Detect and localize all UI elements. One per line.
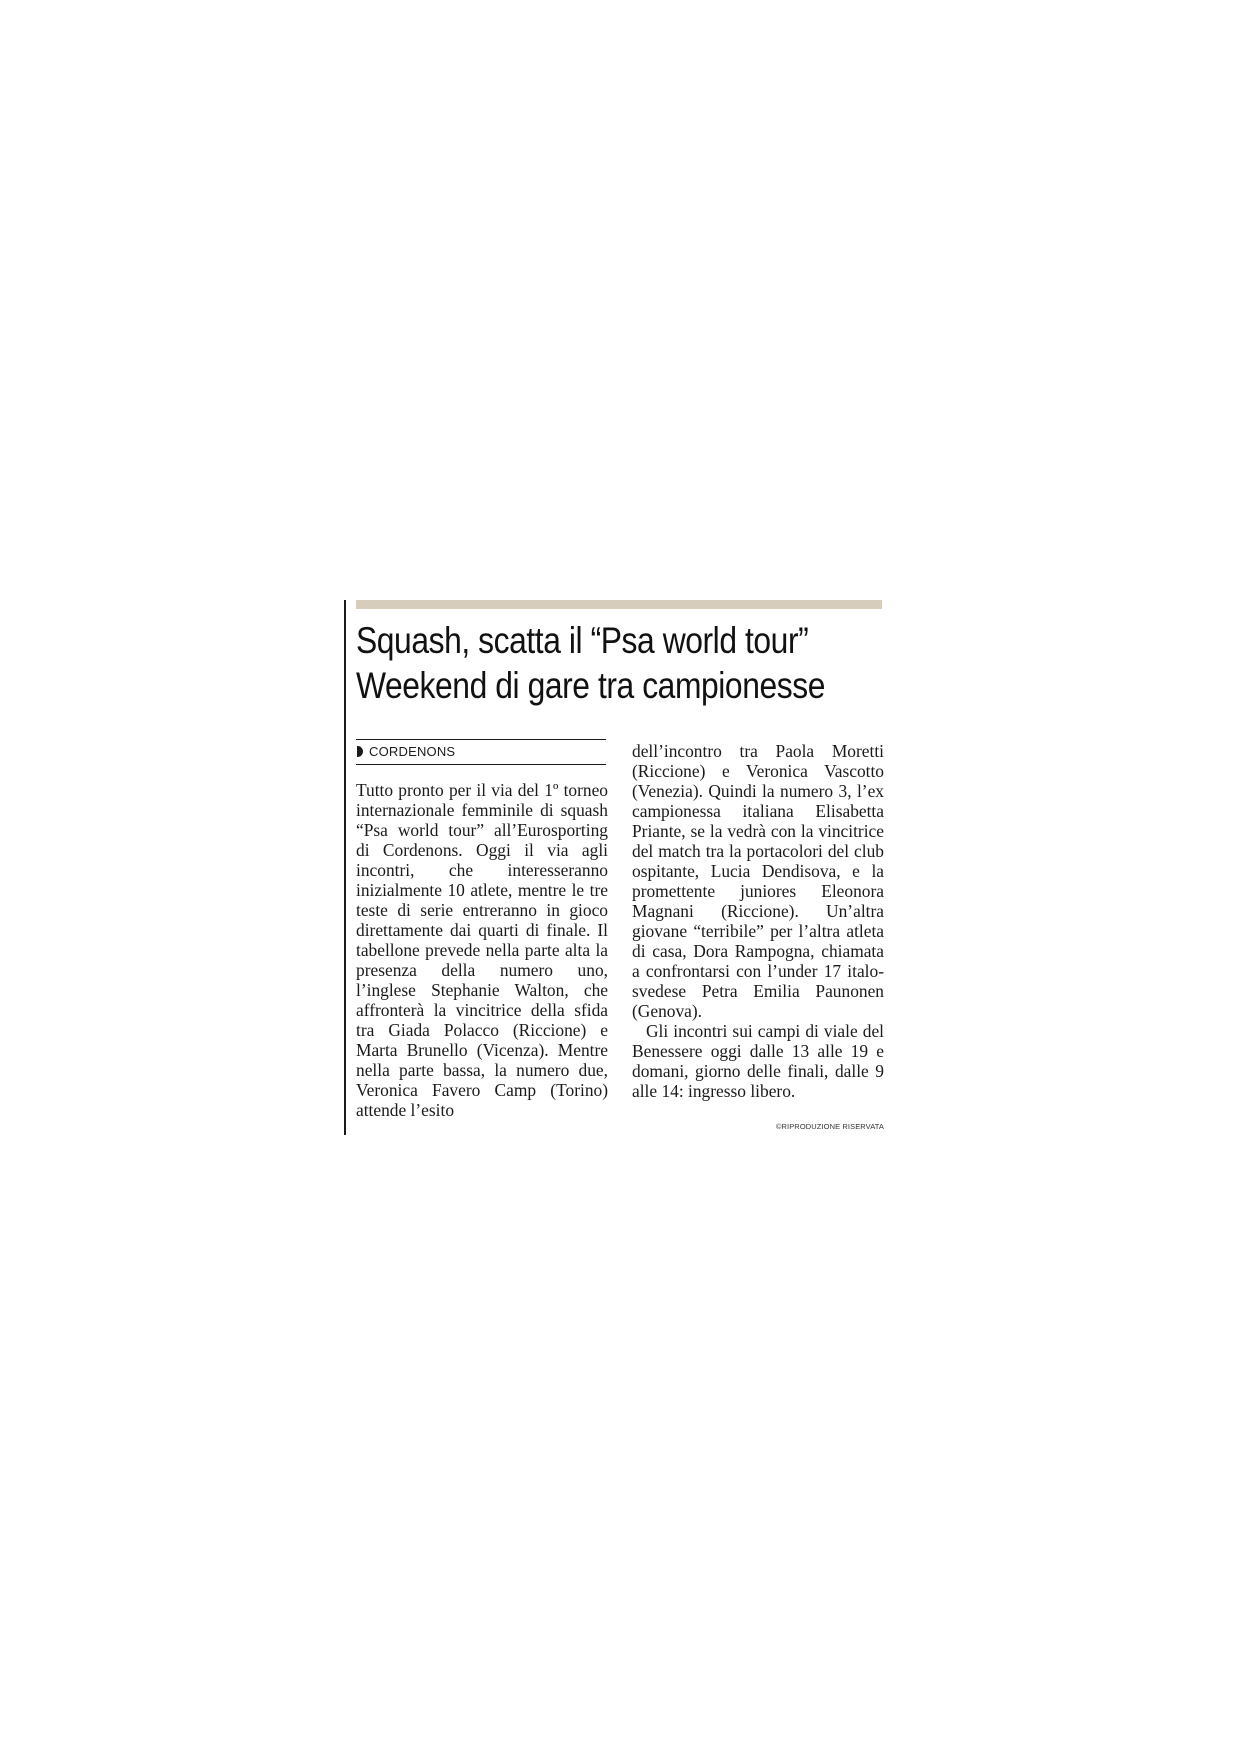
- dateline-marker-icon: [357, 746, 363, 757]
- article-clipping: [344, 600, 884, 1135]
- dateline-text: CORDENONS: [369, 744, 456, 759]
- dateline: [356, 739, 606, 765]
- headline: [356, 618, 825, 708]
- paragraph: dell’incontro tra Paola Moretti (Riccione) e Veronica Vascotto (Venezia). Quindi la numero 3, l’ex campionessa italiana Elisabetta Priante, se la vedrà con la vincitrice del match tra la portacolori del club ospitante, Lucia Dendisova, e la promettente juniores Eleonora Magnani (Riccione). Un’altra giovane “terribile” per l’altra atleta di casa, Dora Rampogna, chiamata a confrontarsi con l’under 17 italo-svedese Petra Emilia Paunonen (Genova).: [632, 741, 884, 1021]
- copyright-notice: ©RIPRODUZIONE RISERVATA: [775, 1122, 884, 1131]
- paragraph: Gli incontri sui campi di viale del Benessere oggi dalle 13 alle 19 e domani, giorno delle finali, dalle 9 alle 14: ingresso libero.: [632, 1021, 884, 1101]
- column-rule: [344, 600, 346, 1135]
- body-column-right: [632, 741, 884, 1101]
- header-band: [356, 600, 882, 609]
- body-column-left: [356, 780, 608, 1120]
- headline-line-2: Weekend di gare tra campionesse: [356, 665, 825, 706]
- paragraph: Tutto pronto per il via del 1º torneo internazionale femminile di squash “Psa world tour” all’Eurosporting di Cordenons. Oggi il via agli incontri, che interesseranno inizialmente 10 atlete, mentre le tre teste di serie entreranno in gioco direttamente dai quarti di finale. Il tabellone prevede nella parte alta la presenza della numero uno, l’inglese Stephanie Walton, che affronterà la vincitrice della sfida tra Giada Polacco (Riccione) e Marta Brunello (Vicenza). Mentre nella parte bassa, la numero due, Veronica Favero Camp (Torino) attende l’esito: [356, 780, 608, 1120]
- headline-line-1: Squash, scatta il “Psa world tour”: [356, 620, 809, 661]
